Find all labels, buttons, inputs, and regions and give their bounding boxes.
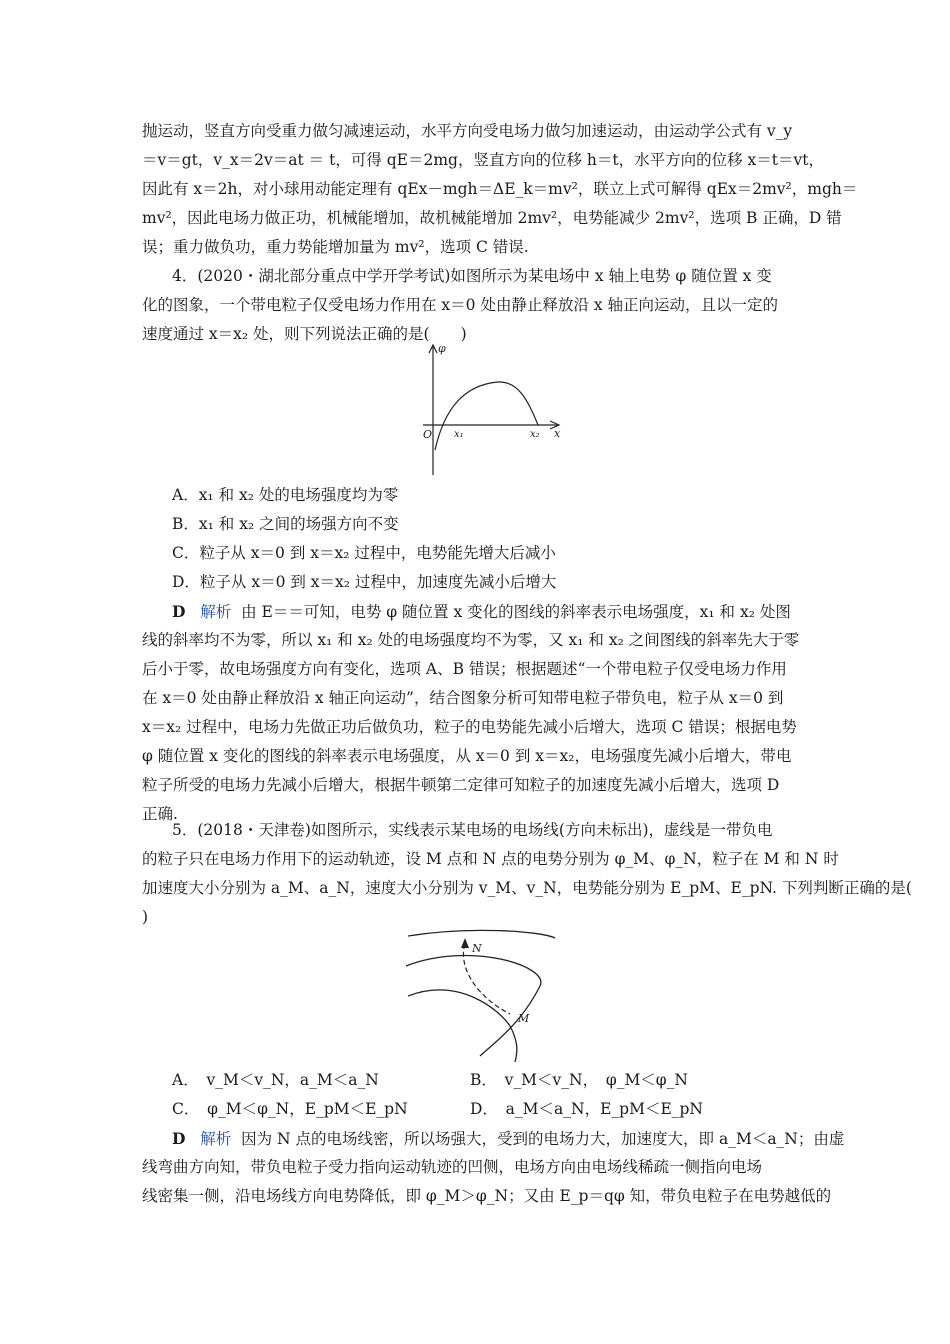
- text-line: [142, 597, 810, 626]
- q4-stem: [142, 262, 810, 349]
- text-line: 因此有 x＝2h，对小球用动能定理有 qEx－mgh＝ΔE_k＝mv²，联立上式可解得 qEx＝2mv²，mgh＝: [142, 180, 858, 198]
- q4-option-c: C．粒子从 x＝0 到 x＝x₂ 过程中，电势能先增大后减小: [172, 544, 556, 562]
- text-line: 线弯曲方向知，带负电粒子受力指向运动轨迹的凹侧，电场方向由电场线稀疏一侧指向电场: [142, 1158, 763, 1176]
- text-line: ＝v＝gt，v_x＝2v＝at ＝ t，可得 qE＝2mg，竖直方向的位移 h＝t，水平方向的位移 x＝t＝vt，: [142, 151, 824, 169]
- point-m-label: M: [518, 1012, 530, 1025]
- q5-option-c: C． φ_M＜φ_N，E_pM＜E_pN: [172, 1100, 408, 1118]
- field-line-bottom: [408, 990, 517, 1062]
- trajectory-arrow: [461, 938, 469, 948]
- origin-label: O: [423, 428, 433, 441]
- q4-option-b: B．x₁ 和 x₂ 之间的场强方向不变: [172, 515, 399, 533]
- q5-option-b: B． v_M＜v_N， φ_M＜φ_N: [470, 1071, 688, 1089]
- text-line: 线密集一侧，沿电场线方向电势降低，即 φ_M＞φ_N；又由 E_p＝qφ 知，带负电粒子在电势越低的: [142, 1187, 832, 1205]
- field-line-top: [408, 930, 555, 938]
- analysis-text: 因为 N 点的电场线密，所以场强大，受到的电场力大，加速度大，即 a_M＜a_N；由虚: [241, 1130, 845, 1148]
- q5-stem: [142, 816, 912, 932]
- particle-trajectory: [463, 944, 510, 1014]
- text-line: [142, 1124, 845, 1153]
- analysis-text: 由 E＝＝可知，电势 φ 随位置 x 变化的图线的斜率表示电场强度，x₁ 和 x₂ 处图: [241, 603, 791, 621]
- q4-potential-graph: [418, 340, 568, 480]
- text-line: φ 随位置 x 变化的图线的斜率表示电场强度，从 x＝0 到 x＝x₂，电场强度先减小后增大，带电: [142, 747, 792, 765]
- x1-label: x₁: [454, 429, 464, 440]
- text-line: 加速度大小分别为 a_M、a_N，速度大小分别为 v_M、v_N，电势能分别为 E_pM、E_pN. 下列判断正确的是(: [142, 879, 912, 897]
- analysis-label: 解析: [200, 1130, 232, 1148]
- text-line: 后小于零，故电场强度方向有变化，选项 A、B 错误；根据题述“一个带电粒子仅受电场力作用: [142, 660, 787, 678]
- q4-analysis: [142, 597, 810, 829]
- q5-analysis: [142, 1124, 845, 1211]
- text-line: 4．(2020・湖北部分重点中学开学考试)如图所示为某电场中 x 轴上电势 φ 随位置 x 变: [172, 267, 772, 285]
- q5-option-d: D． a_M＜a_N，E_pM＜E_pN: [470, 1100, 703, 1118]
- point-n-label: N: [472, 942, 482, 955]
- text-line: 粒子所受的电场力先减小后增大，根据牛顿第二定律可知粒子的加速度先减小后增大，选项 D: [142, 776, 780, 794]
- text-line: 误；重力做负功，重力势能增加量为 mv²，选项 C 错误.: [142, 238, 529, 256]
- q5-option-a: A． v_M＜v_N，a_M＜a_N: [172, 1071, 379, 1089]
- q4-option-d: D．粒子从 x＝0 到 x＝x₂ 过程中，加速度先减小后增大: [172, 573, 557, 591]
- text-line: 的粒子只在电场力作用下的运动轨迹，设 M 点和 N 点的电势分别为 φ_M、φ_N，粒子在 M 和 N 时: [142, 850, 839, 868]
- y-axis-label: φ: [438, 342, 446, 355]
- potential-curve: [435, 382, 538, 450]
- x2-label: x₂: [530, 429, 540, 440]
- text-line: x＝x₂ 过程中，电场力先做正功后做负功，粒子的电势能先减小后增大，选项 C 错误；根据电势: [142, 718, 797, 736]
- text-line: 线的斜率均不为零，所以 x₁ 和 x₂ 处的电场强度均不为零，又 x₁ 和 x₂ 之间图线的斜率先大于零: [142, 631, 800, 649]
- q3-analysis-continuation: [142, 117, 858, 262]
- text-line: ): [142, 908, 149, 926]
- text-line: 速度通过 x＝x₂ 处，则下列说法正确的是( ): [142, 325, 467, 343]
- q4-option-a: A．x₁ 和 x₂ 处的电场强度均为零: [172, 486, 399, 504]
- q5-field-lines-figure: [400, 926, 560, 1066]
- text-line: 5．(2018・天津卷)如图所示，实线表示某电场的电场线(方向未标出)，虚线是一带负电: [172, 821, 773, 839]
- answer-letter: D: [172, 602, 186, 621]
- text-line: 在 x＝0 处由静止释放沿 x 轴正向运动”，结合图象分析可知带电粒子带负电，粒子从 x＝0 到: [142, 689, 784, 707]
- x-axis-label: x: [554, 427, 561, 440]
- text-line: 化的图象，一个带电粒子仅受电场力作用在 x＝0 处由静止释放沿 x 轴正向运动，且以一定的: [142, 296, 779, 314]
- field-line-middle: [406, 956, 541, 1056]
- analysis-label: 解析: [200, 603, 232, 621]
- answer-letter: D: [172, 1129, 186, 1148]
- text-line: 抛运动，竖直方向受重力做匀减速运动，水平方向受电场力做匀加速运动，由运动学公式有 v_y: [142, 122, 793, 140]
- text-line: mv²，因此电场力做正功，机械能增加，故机械能增加 2mv²，电势能减少 2mv²，选项 B 正确，D 错: [142, 209, 842, 227]
- text-line: 正确.: [142, 805, 178, 823]
